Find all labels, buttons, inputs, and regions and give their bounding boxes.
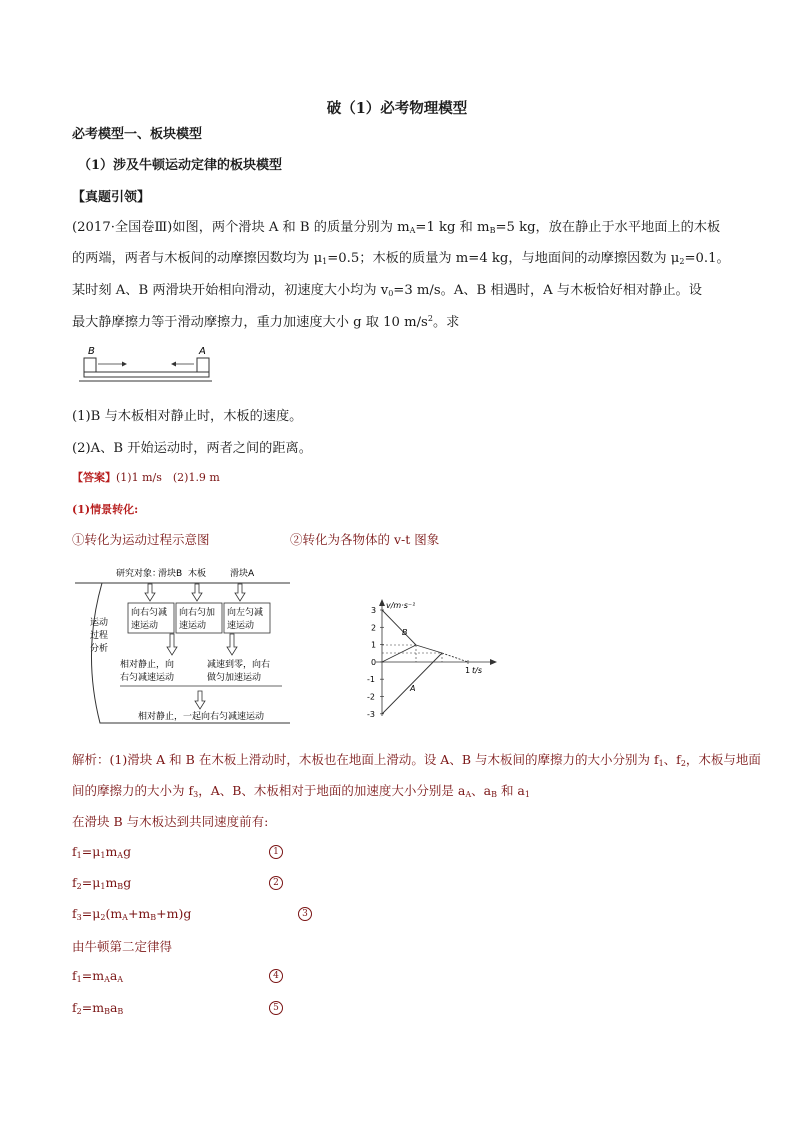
subsection-heading: （1）涉及牛顿运动定律的板块模型 [78, 158, 283, 173]
box-board-line-2: 速运动 [179, 621, 207, 631]
equation-2-number: 2 [269, 876, 283, 890]
line-b [382, 610, 416, 645]
box-board-line-1: 向右匀加 [179, 608, 216, 618]
mid-left-line-1: 相对静止，向 [120, 660, 175, 670]
block-b-label: B [88, 346, 95, 357]
block-a-label: A [199, 346, 206, 357]
y-tick-label: 3 [371, 606, 377, 615]
equation-5-number: 5 [269, 1001, 283, 1015]
x-axis-label: t/s [472, 666, 482, 675]
side-label-1: 运动 [90, 618, 109, 628]
equation-4: $f_1=m_Aa_A$ [72, 968, 124, 984]
solution-before: 在滑块 B 与木板达到共同速度前有: [72, 814, 269, 829]
box-b-line-2: 速运动 [131, 621, 159, 631]
side-label-2: 过程 [90, 631, 109, 641]
mid-right-line-2: 做匀加速运动 [207, 673, 262, 683]
question-2: (2)A、B 开始运动时，两者之间的距离。 [72, 441, 312, 456]
equation-5: $f_2=m_Ba_B$ [72, 1000, 124, 1016]
block-b [84, 358, 96, 372]
research-object-label: 研究对象： [116, 569, 162, 579]
y-axis-label: v/m·s⁻¹ [386, 601, 416, 610]
bottom-conclusion: 相对静止，一起向右匀减速运动 [138, 712, 265, 722]
box-b-line-1: 向右匀减 [131, 608, 168, 618]
object-board: 木板 [188, 569, 207, 579]
real-question-heading: 【真题引领】 [72, 190, 151, 205]
equation-3: $f_3=\mu_2(m_A+m_B+m)g$ [72, 906, 192, 922]
series-label-b: B [402, 628, 408, 637]
problem-line-3: 某时刻 A、B 两滑块开始相向滑动，初速度大小均为 $v_0=3$ m/s。A、B 相遇时，A 与木板恰好相对静止。设 [72, 283, 702, 298]
problem-line-4: 最大静摩擦力等于滑动摩擦力，重力加速度大小 g 取 10 $m/s^2$。求 [72, 314, 460, 330]
x-tick-1: 1 [465, 666, 471, 675]
scene-conversion-title: (1)情景转化: [72, 503, 139, 516]
equation-2: $f_2=\mu_1m_Bg$ [72, 875, 132, 891]
problem-line-1: (2017·全国卷Ⅲ)如图，两个滑块 A 和 B 的质量分别为 $m_A=1$ kg 和 $m_B=5$ kg，放在静止于水平地面上的木板 [72, 220, 721, 235]
y-tick-label: 0 [371, 657, 377, 667]
step-1-label: ①转化为运动过程示意图 [72, 532, 210, 547]
box-a-line-1: 向左匀减 [227, 608, 264, 618]
y-tick-label: -3 [367, 709, 375, 719]
vt-graph [362, 598, 502, 720]
line-board [382, 645, 416, 662]
mid-left-line-2: 右匀减速运动 [120, 673, 175, 683]
y-tick-label: -2 [367, 692, 375, 702]
motion-process-diagram [72, 563, 294, 729]
solution-line-2: 间的摩擦力的大小为 $f_3$，A、B、木板相对于地面的加速度大小分别是 $a_A$、$a_B$ 和 $a_1$ [72, 783, 530, 799]
box-a-line-2: 速运动 [227, 621, 255, 631]
step-2-label: ②转化为各物体的 v-t 图象 [290, 532, 440, 547]
question-1: (1)B 与木板相对静止时，木板的速度。 [72, 409, 303, 424]
object-block-a: 滑块A [230, 569, 255, 579]
section-heading: 必考模型一、板块模型 [72, 127, 203, 142]
mid-right-line-1: 减速到零，向右 [207, 660, 271, 670]
block-a [197, 358, 209, 372]
series-label-a: A [410, 684, 416, 693]
y-tick-label: 1 [371, 640, 377, 650]
board-blocks-figure [78, 344, 218, 386]
equation-4-number: 4 [269, 969, 283, 983]
equation-1-number: 1 [269, 845, 283, 859]
equation-1: $f_1=\mu_1m_Ag$ [72, 844, 132, 860]
board [84, 372, 209, 377]
y-tick-label: -1 [367, 675, 375, 685]
answer: 【答案】(1)1 m/s (2)1.9 m [72, 471, 220, 484]
newton-law-text: 由牛顿第二定律得 [72, 939, 173, 954]
object-block-b: 滑块B [158, 569, 183, 579]
page-title: 破（1）必考物理模型 [326, 100, 468, 117]
y-tick-label: 2 [371, 623, 377, 633]
side-label-3: 分析 [90, 644, 109, 654]
solution-line-1: 解析：(1)滑块 A 和 B 在木板上滑动时，木板也在地面上滑动。设 A、B 与木板间的摩擦力的大小分别为 $f_1$、$f_2$，木板与地面 [72, 752, 761, 768]
equation-3-number: 3 [298, 907, 312, 921]
problem-line-2: 的两端，两者与木板间的动摩擦因数均为 $\mu_1=0.5$；木板的质量为 m=4 kg，与地面间的动摩擦因数为 $\mu_2=0.1$。 [72, 251, 730, 266]
